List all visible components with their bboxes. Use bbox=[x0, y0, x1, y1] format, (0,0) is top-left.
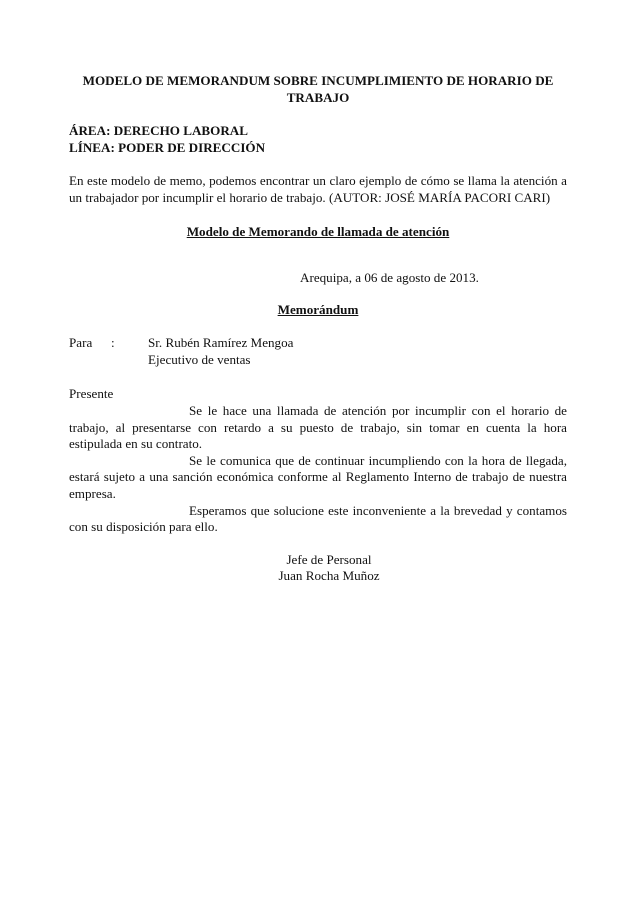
recipient-colon: : bbox=[111, 335, 115, 351]
body-paragraph-1: Se le hace una llamada de atención por incumplir con el horario de trabajo, al presentarse con retardo a su puesto de trabajo, sin tomar en cuenta la hora estipulada en su contrato. bbox=[69, 402, 567, 452]
meta-block bbox=[69, 123, 567, 156]
recipient-label: Para bbox=[69, 335, 93, 351]
intro-paragraph: En este modelo de memo, podemos encontrar un claro ejemplo de cómo se llama la atención a un trabajador por incumplir el horario de trabajo. (AUTOR: JOSÉ MARÍA PACORI CARI) bbox=[69, 173, 567, 205]
body-paragraph-2: Se le comunica que de continuar incumpliendo con la hora de llegada, estará sujeto a una sanción económica conforme al Reglamento Interno de trabajo de nuestra empresa. bbox=[69, 452, 567, 501]
document-page bbox=[69, 73, 567, 585]
body-paragraph-3: Esperamos que solucione este inconveniente a la brevedad y contamos con su disposición para ello. bbox=[69, 502, 567, 535]
salutation: Presente bbox=[69, 386, 114, 402]
recipient-role: Ejecutivo de ventas bbox=[148, 352, 251, 368]
model-heading: Modelo de Memorando de llamada de atención bbox=[186, 223, 450, 239]
memo-heading: Memorándum bbox=[277, 301, 359, 317]
recipient-block bbox=[69, 335, 567, 369]
area-line: ÁREA: DERECHO LABORAL bbox=[69, 123, 248, 139]
signature-block bbox=[69, 552, 567, 585]
signature-position: Jefe de Personal bbox=[286, 551, 372, 567]
date-line: Arequipa, a 06 de agosto de 2013. bbox=[300, 270, 479, 286]
linea-line: LÍNEA: PODER DE DIRECCIÓN bbox=[69, 139, 266, 155]
document-title: MODELO DE MEMORANDUM SOBRE INCUMPLIMIENTO DE HORARIO DE TRABAJO bbox=[82, 73, 554, 105]
recipient-name: Sr. Rubén Ramírez Mengoa bbox=[148, 335, 294, 351]
signature-name: Juan Rocha Muñoz bbox=[278, 568, 380, 584]
